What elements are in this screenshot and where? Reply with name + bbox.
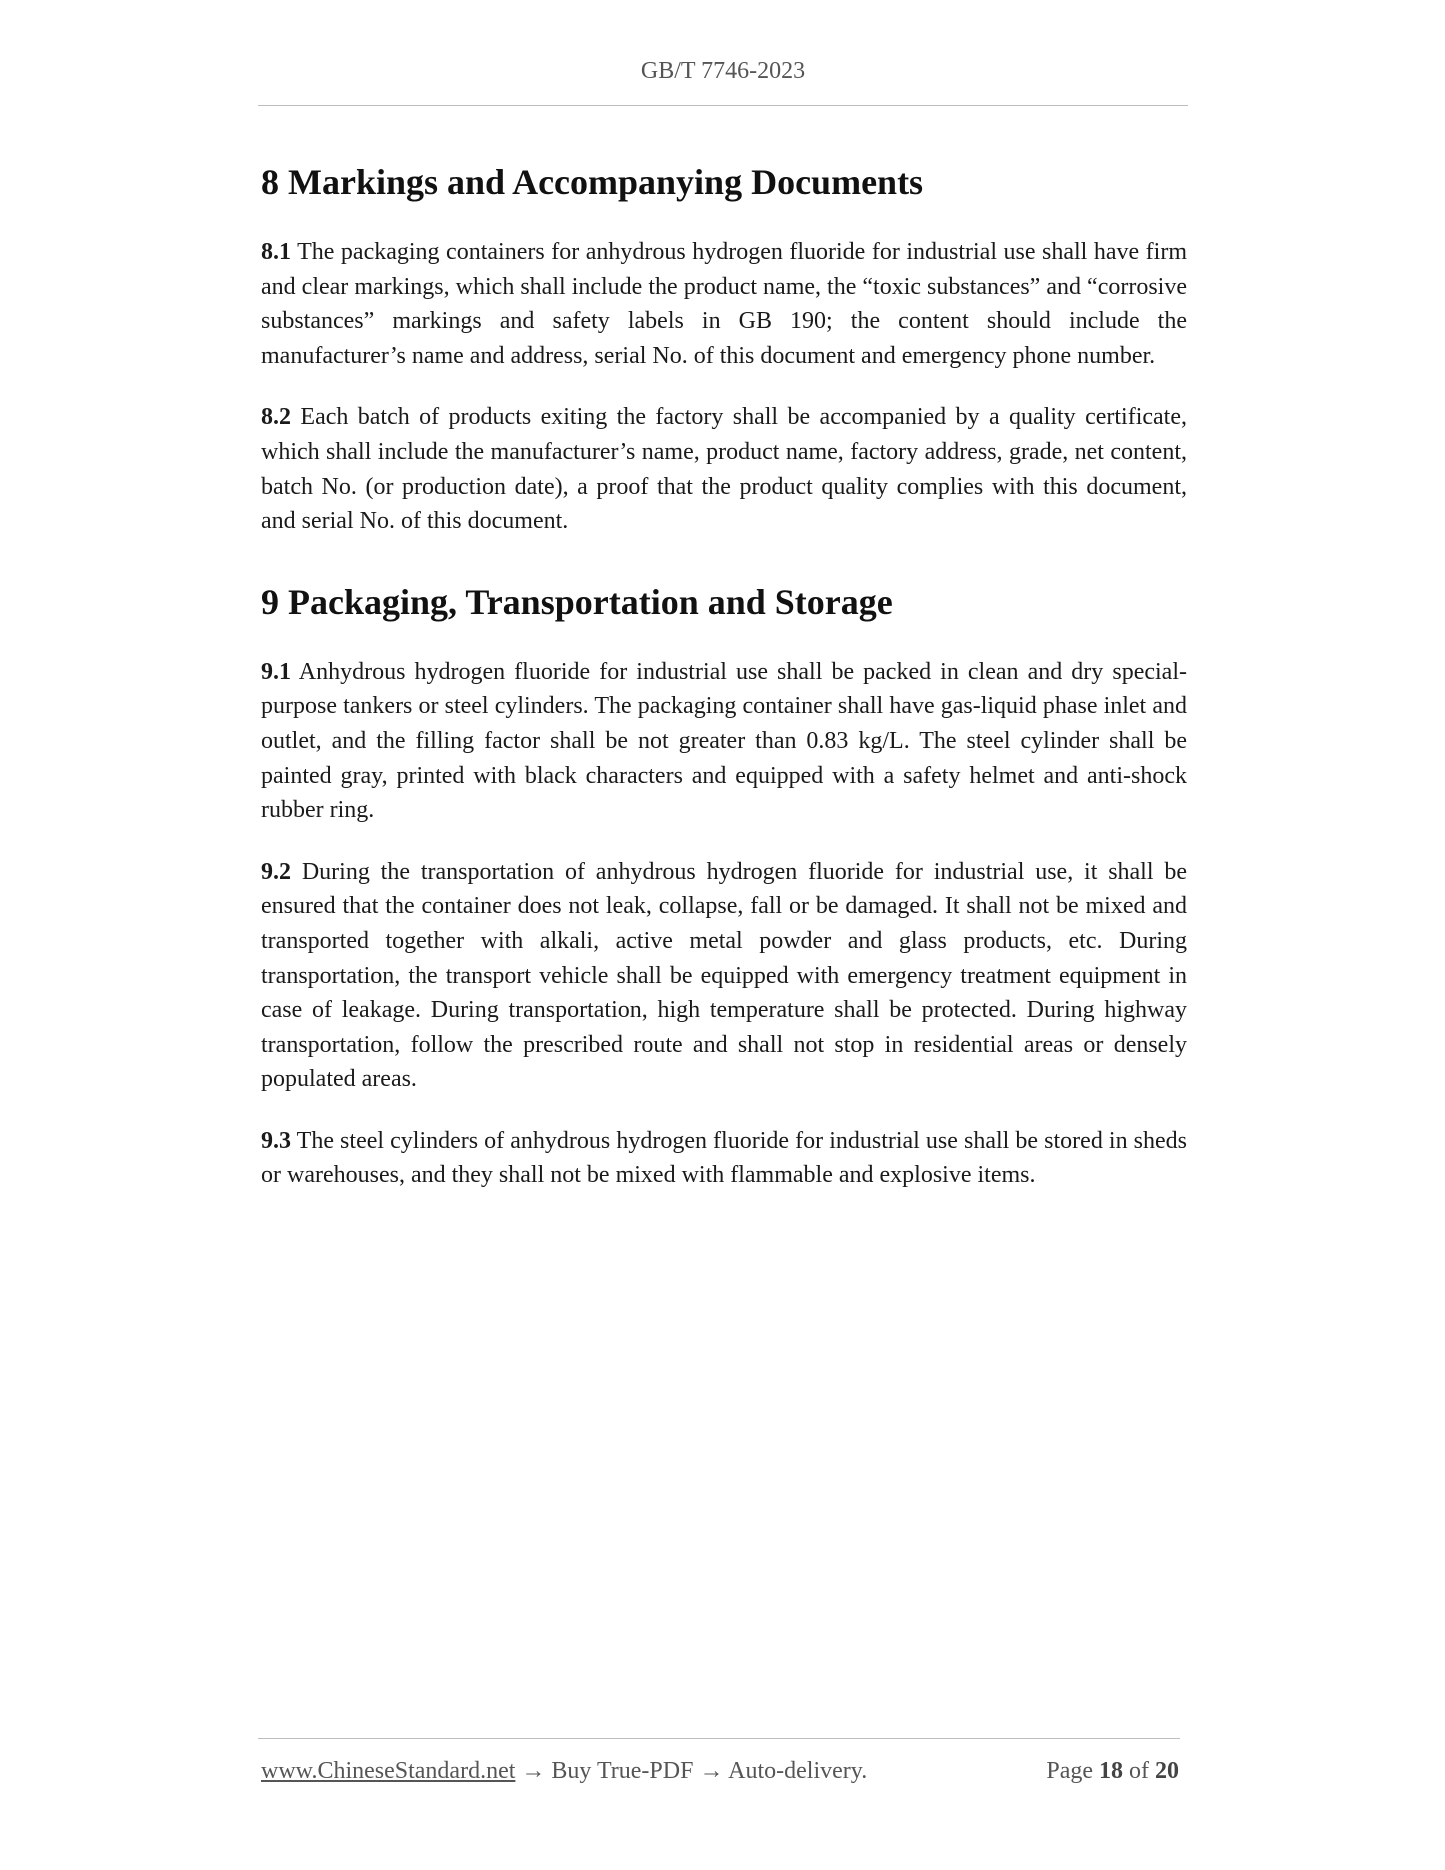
clause-number: 9.2 xyxy=(261,858,291,885)
clause-9-1 xyxy=(261,655,1187,828)
clause-8-2 xyxy=(261,400,1187,538)
clause-number: 8.2 xyxy=(261,404,291,431)
auto-delivery-text: Auto-delivery. xyxy=(728,1758,868,1784)
arrow-right-icon: → xyxy=(699,1758,724,1784)
website-link[interactable]: www.ChineseStandard.net xyxy=(261,1758,516,1784)
clause-9-3 xyxy=(261,1124,1187,1193)
clause-number: 8.1 xyxy=(261,239,291,265)
clause-text: The steel cylinders of anhydrous hydrogen fluoride for industrial use shall be stored in sheds or warehouses, and they shall not be mixed with flammable and explosive items. xyxy=(261,1127,1187,1189)
running-header: GB/T 7746-2023 xyxy=(640,58,806,84)
clause-text: Anhydrous hydrogen fluoride for industrial use shall be packed in clean and dry special-purpose tankers or steel cylinders. The packaging container shall have gas-liquid phase inlet and outlet, and the filling factor shall be not greater than 0.83 kg/L. The steel cylinder shall be painted gray, printed with black characters and equipped with a safety helmet and anti-shock rubber ring. xyxy=(261,658,1187,824)
clause-text: Each batch of products exiting the factory shall be accompanied by a quality certificate, which shall include the manufacturer’s name, product name, factory address, grade, net content, batch No. (or production date), a proof that the product quality complies with this document, and serial No. of this document. xyxy=(261,404,1187,535)
page-label: Page xyxy=(1046,1758,1093,1784)
page-current: 18 xyxy=(1099,1758,1123,1784)
page-of: of xyxy=(1129,1758,1149,1784)
clause-number: 9.1 xyxy=(261,658,291,685)
clause-9-2 xyxy=(261,855,1187,1097)
clause-text: During the transportation of anhydrous hydrogen fluoride for industrial use, it shall be ensured that the container does not leak, collapse, fall or be damaged. It shall not be mixed and transported together with alkali, active metal powder and glass products, etc. During transportation, the transport vehicle shall be equipped with emergency treatment equipment in case of leakage. During transportation, high temperature shall be protected. During highway transportation, follow the prescribed route and shall not stop in residential areas or densely populated areas. xyxy=(261,858,1188,1093)
footer-divider xyxy=(258,1738,1180,1739)
page-total: 20 xyxy=(1155,1758,1179,1784)
arrow-right-icon: → xyxy=(521,1758,546,1784)
section-9-heading: 9 Packaging, Transportation and Storage xyxy=(261,581,893,622)
page-footer xyxy=(261,1758,1179,1794)
clause-text: The packaging containers for anhydrous hydrogen fluoride for industrial use shall have firm and clear markings, which shall include the product name, the “toxic substances” and “corrosive substances” markings and safety labels in GB 190; the content should include the manufacturer’s name and address, serial No. of this document and emergency phone number. xyxy=(261,239,1188,369)
document-body xyxy=(261,156,1187,1193)
section-8-heading: 8 Markings and Accompanying Documents xyxy=(261,162,924,202)
footer-promo xyxy=(261,1758,867,1785)
page-number xyxy=(1046,1758,1179,1785)
clause-8-1 xyxy=(261,235,1187,373)
clause-number: 9.3 xyxy=(261,1127,291,1154)
buy-true-pdf-link: Buy True-PDF xyxy=(551,1758,694,1784)
header-divider xyxy=(258,105,1188,106)
